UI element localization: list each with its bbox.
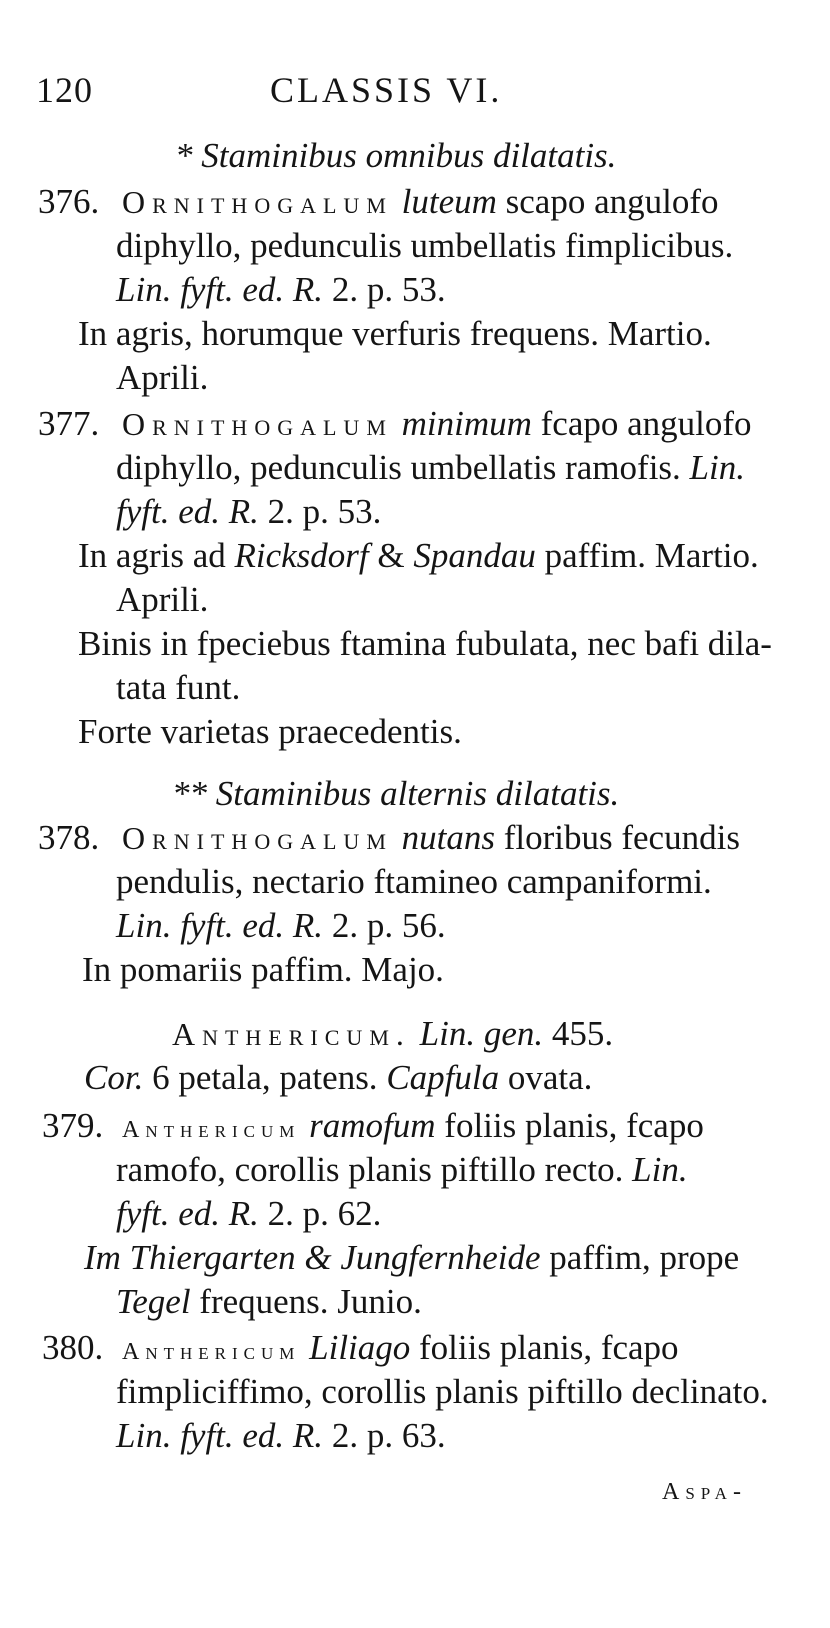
entry-378-line-1: 378. Ornithogalum nutans floribus fecundis [38,816,740,860]
genus-name: Anthericum [122,1339,301,1365]
genus-name: Ornithogalum [122,820,393,856]
genus-name: Ornithogalum [122,184,393,220]
entry-376-habitat-cont: Aprili. [116,358,209,397]
entry-376-reference: Lin. fyft. ed. R. 2. p. 53. [116,270,446,309]
entry-376-line-1: 376. Ornithogalum luteum scapo angulofo [38,180,719,224]
genus-heading-name: Anthericum. [172,1016,411,1052]
genus-name: Anthericum [122,1117,301,1143]
page-number: 120 [36,70,93,110]
species-name: ramofum [309,1106,436,1145]
catchword: Aspa- [662,1479,747,1505]
entry-number: 380. [42,1328,104,1367]
entry-380-reference: Lin. fyft. ed. R. 2. p. 63. [116,1416,446,1455]
entry-377-note-2: Forte varietas praecedentis. [78,712,462,751]
entry-377-habitat: In agris ad Ricksdorf & Spandau paffim. Martio. [78,536,759,575]
entry-377-line-1: 377. Ornithogalum minimum fcapo angulofo [38,402,752,446]
entry-number: 377. [38,404,100,443]
entry-377-habitat-cont: Aprili. [116,580,209,619]
section-heading-2: ** Staminibus alternis dilatatis. [172,774,620,813]
entry-380-line-1: 380. Anthericum Liliago foliis planis, fcapo [42,1326,679,1374]
entry-377-note: Binis in fpeciebus ftamina fubulata, nec bafi dila- [78,624,772,663]
entry-379-line-1: 379. Anthericum ramofum foliis planis, fcapo [42,1104,704,1152]
entry-377-line-2: diphyllo, pedunculis umbellatis ramofis. Lin. [116,448,745,487]
species-name: Liliago [309,1328,411,1367]
entry-378-habitat: In pomariis paffim. Majo. [82,950,444,989]
section-heading-1: * Staminibus omnibus dilatatis. [175,136,617,175]
entry-379-reference: fyft. ed. R. 2. p. 62. [116,1194,382,1233]
genus-name: Ornithogalum [122,406,393,442]
entry-379-habitat-cont: Tegel frequens. Junio. [116,1282,422,1321]
entry-379-line-2: ramofo, corollis planis piftillo recto. Lin. [116,1150,688,1189]
species-name: minimum [401,404,532,443]
species-name: nutans [401,818,495,857]
entry-376-line-2: diphyllo, pedunculis umbellatis fimplicibus. [116,226,734,265]
running-header [36,68,93,112]
entry-377-note-cont: tata funt. [116,668,241,707]
entry-376-habitat: In agris, horumque verfuris frequens. Martio. [78,314,712,353]
entry-378-line-2: pendulis, nectario ftamineo campaniformi. [116,862,712,901]
entry-377-reference: fyft. ed. R. 2. p. 53. [116,492,382,531]
entry-379-habitat: Im Thiergarten & Jungfernheide paffim, prope [84,1238,740,1277]
genus-heading: Anthericum. Lin. gen. 455. [172,1014,614,1053]
entry-380-line-2: fimpliciffimo, corollis planis piftillo declinato. [116,1372,769,1411]
entry-number: 378. [38,818,100,857]
entry-number: 376. [38,182,100,221]
entry-number: 379. [42,1106,104,1145]
genus-characters: Cor. 6 petala, patens. Capfula ovata. [84,1058,593,1097]
species-name: luteum [401,182,497,221]
entry-378-reference: Lin. fyft. ed. R. 2. p. 56. [116,906,446,945]
page-title: CLASSIS VI. [270,70,503,110]
